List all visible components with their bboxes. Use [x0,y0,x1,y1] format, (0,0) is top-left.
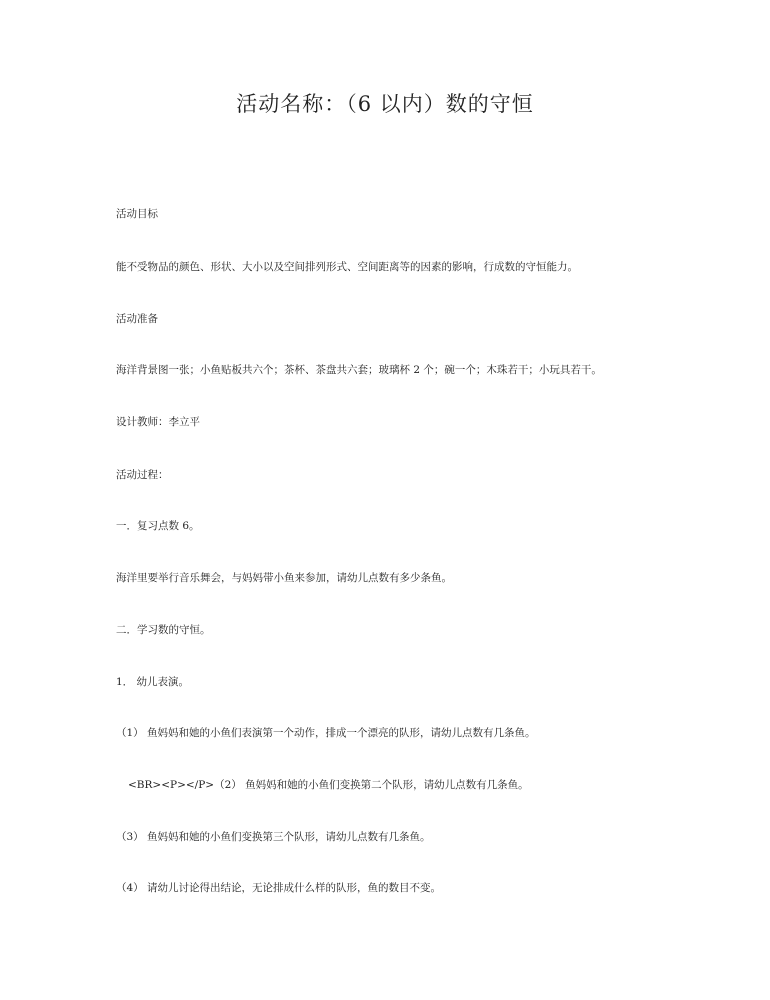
page-title: 活动名称：（6 以内）数的守恒 [236,92,534,116]
step-one-text: 海洋里要举行音乐舞会，与妈妈带小鱼来参加，请幼儿点数有多少条鱼。 [116,572,452,584]
step-two-heading: 二．学习数的守恒。 [116,624,211,636]
list-item: （1） 鱼妈妈和她的小鱼们表演第一个动作，排成一个漂亮的队形，请幼儿点数有几条鱼。 [116,727,536,739]
designer-text: 设计教师：李立平 [116,416,200,428]
list-item: （3） 鱼妈妈和她的小鱼们变换第三个队形，请幼儿点数有几条鱼。 [116,831,431,843]
step-one-heading: 一．复习点数 6。 [116,520,200,532]
section-heading-goals: 活动目标 [116,208,158,220]
section-heading-preparation: 活动准备 [116,313,158,325]
goals-text: 能不受物品的颜色、形状、大小以及空间排列形式、空间距离等的因素的影响，行成数的守恒能力。 [116,261,578,273]
preparation-text: 海洋背景图一张；小鱼贴板共六个；茶杯、茶盘共六套；玻璃杯 2 个；碗一个；木珠若干；小玩具若干。 [116,364,602,376]
section-heading-process: 活动过程： [116,469,169,481]
list-item: <BR><P></P>（2） 鱼妈妈和她的小鱼们变换第二个队形，请幼儿点数有几条鱼。 [128,779,529,791]
substep-heading: 1． 幼儿表演。 [116,676,190,688]
list-item: （4） 请幼儿讨论得出结论，无论排成什么样的队形，鱼的数目不变。 [116,882,442,894]
